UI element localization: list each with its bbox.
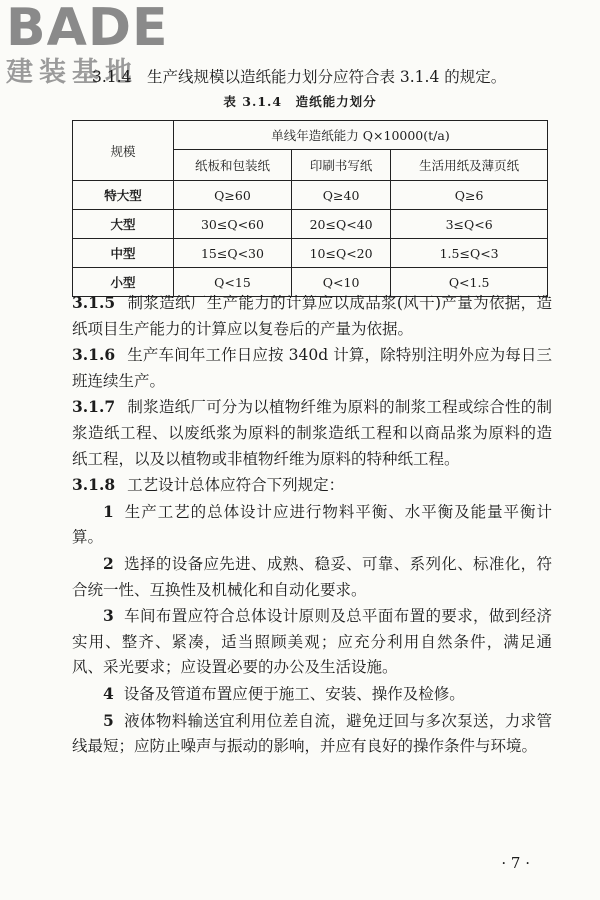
clause	[72, 290, 552, 342]
clause-number: 3.1.5	[72, 293, 116, 312]
table-cell: Q<1.5	[391, 268, 548, 297]
capacity-table	[72, 120, 548, 297]
header-capacity: 单线年造纸能力 Q×10000(t/a)	[174, 121, 548, 150]
item-text: 选择的设备应先进、成熟、稳妥、可靠、系列化、标准化，符合统一性、互换性及机械化和自动化要求。	[72, 554, 552, 599]
item-number: 3	[103, 606, 114, 626]
row-label: 小型	[73, 268, 174, 297]
document-body	[72, 290, 552, 760]
row-label: 大型	[73, 210, 174, 239]
table-row	[73, 239, 548, 268]
row-label: 特大型	[73, 181, 174, 210]
row-label: 中型	[73, 239, 174, 268]
clause-number: 3.1.6	[72, 345, 116, 365]
clause-number: 3.1.8	[72, 475, 116, 495]
page-number: · 7 ·	[501, 854, 530, 872]
table-cell: 30≤Q<60	[174, 210, 292, 239]
table-cell: Q≥60	[174, 181, 292, 210]
list-item	[72, 499, 552, 551]
list-item	[72, 603, 552, 681]
item-number: 5	[103, 710, 114, 730]
table-cell: 1.5≤Q<3	[391, 239, 548, 268]
column-header: 纸板和包装纸	[174, 150, 292, 181]
item-number: 2	[103, 553, 114, 573]
clause-text: 工艺设计总体应符合下列规定：	[127, 476, 345, 495]
column-header: 印刷书写纸	[291, 150, 390, 181]
table-cell: 15≤Q<30	[174, 239, 292, 268]
item-text: 液体物料输送宜利用位差自流，避免迂回与多次泵送，力求管线最短；应防止噪声与振动的影响，并应有良好的操作条件与环境。	[72, 711, 552, 756]
header-scale: 规模	[73, 121, 174, 181]
clause	[72, 394, 552, 472]
clause-text: 制浆造纸厂可分为以植物纤维为原料的制浆工程或综合性的制浆造纸工程、以废纸浆为原料的制浆造纸工程和以商品浆为原料的造纸工程，以及以植物或非植物纤维为原料的特种纸工程。	[72, 398, 552, 468]
clause-3-1-4: 3.1.4 生产线规模以造纸能力划分应符合表 3.1.4 的规定。	[92, 68, 507, 86]
logo-subtitle: 建装基地	[6, 57, 138, 88]
clause-number: 3.1.7	[72, 397, 116, 417]
table-cell: Q<15	[174, 268, 292, 297]
list-item	[72, 681, 552, 708]
item-text: 车间布置应符合总体设计原则及总平面布置的要求，做到经济实用、整齐、紧凑，适当照顾美观；应充分利用自然条件，满足通风、采光要求；应设置必要的办公及生活设施。	[72, 607, 552, 677]
table-row	[73, 181, 548, 210]
list-item	[72, 551, 552, 603]
table-row	[73, 210, 548, 239]
clause	[72, 342, 552, 394]
table-cell: 10≤Q<20	[291, 239, 390, 268]
clause-text: 制浆造纸厂生产能力的计算应以成品浆(风干)产量为依据，造纸项目生产能力的计算应以复卷后的产量为依据。	[72, 294, 552, 338]
logo-text: BADE	[6, 0, 169, 58]
table-cell: Q≥40	[291, 181, 390, 210]
clause-text: 生产车间年工作日应按 340d 计算，除特别注明外应为每日三班连续生产。	[72, 346, 552, 390]
item-number: 1	[103, 501, 114, 521]
table-cell: 3≤Q<6	[391, 210, 548, 239]
column-header: 生活用纸及薄页纸	[391, 150, 548, 181]
item-text: 生产工艺的总体设计应进行物料平衡、水平衡及能量平衡计算。	[72, 502, 552, 547]
table-cell: Q<10	[291, 268, 390, 297]
table-cell: Q≥6	[391, 181, 548, 210]
table-cell: 20≤Q<40	[291, 210, 390, 239]
item-number: 4	[103, 683, 114, 703]
table-title: 表 3.1.4 造纸能力划分	[223, 94, 377, 109]
list-item	[72, 708, 552, 760]
item-text: 设备及管道布置应便于施工、安装、操作及检修。	[123, 684, 465, 703]
clause	[72, 472, 552, 499]
